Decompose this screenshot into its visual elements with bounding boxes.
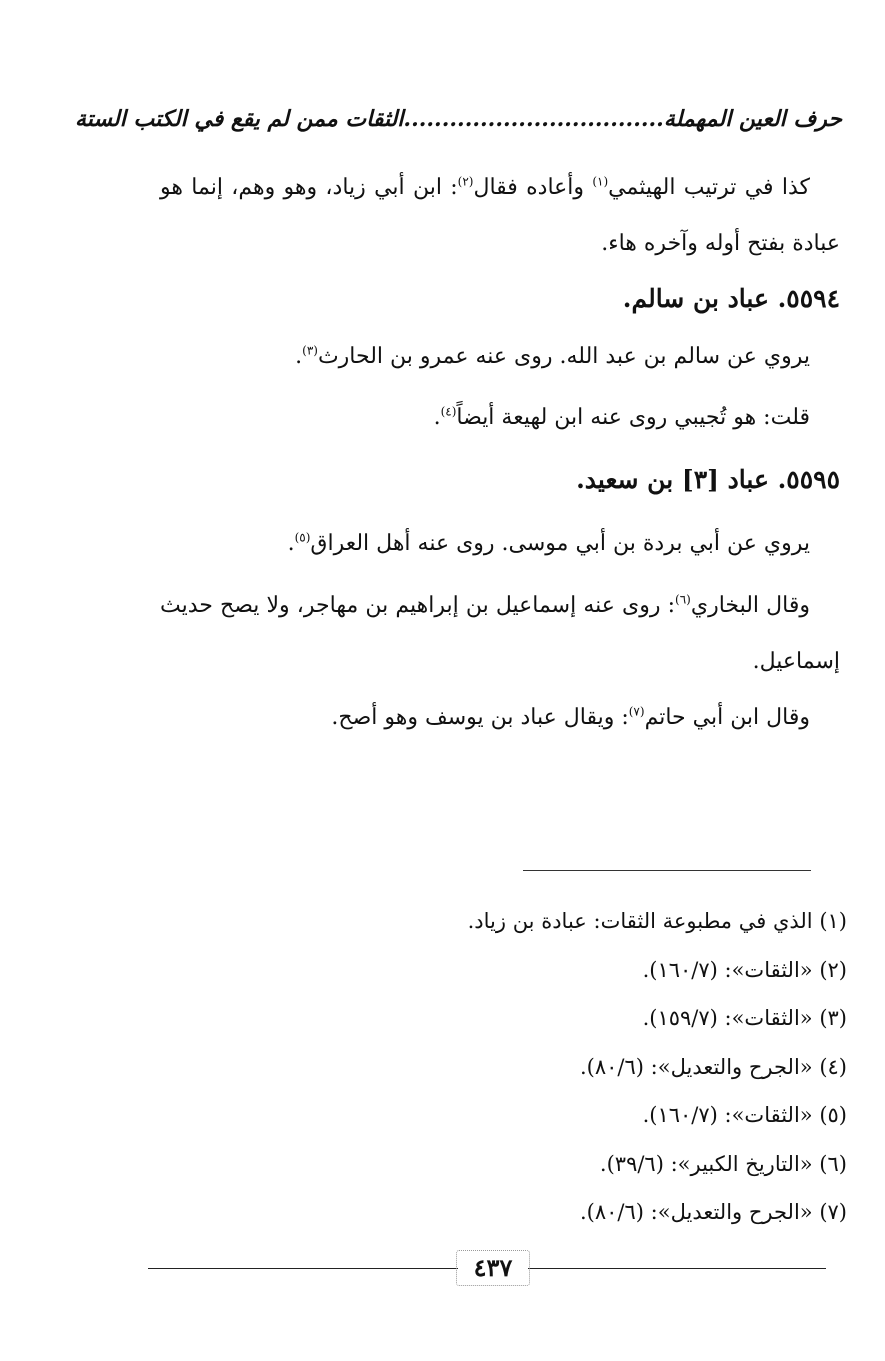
paragraph-text: . — [433, 405, 441, 430]
footnote-ref-7[interactable]: (٧) — [628, 704, 645, 719]
paragraph-4 — [160, 516, 840, 572]
paragraph-text: قلت: هو تُجيبي روى عنه ابن لهيعة أيضاً — [456, 405, 810, 430]
paragraph-1 — [160, 160, 840, 272]
footnote-ref-6[interactable]: (٦) — [675, 592, 691, 607]
running-header — [74, 106, 842, 142]
header-dots: .................................. — [403, 106, 664, 132]
footnote-ref-5[interactable]: (٥) — [294, 530, 311, 545]
footnote-ref-3[interactable]: (٣) — [302, 343, 318, 358]
paragraph-text: : ابن أبي زياد، وهو وهم، إنما هو عبادة بفتح أوله وآخره هاء. — [160, 175, 840, 256]
paragraph-text: يروي عن أبي بردة بن أبي موسى. روى عنه أهل العراق — [310, 531, 810, 556]
footnote-separator — [523, 870, 811, 871]
paragraph-3 — [160, 390, 840, 446]
footnote-2: (٢) «الثقات»: (١٦٠/٧). — [642, 957, 847, 982]
paragraph-text: . — [295, 344, 303, 369]
footnotes-section — [147, 897, 847, 1237]
footnote-ref-2[interactable]: (٢) — [457, 174, 474, 189]
footnote-5: (٥) «الثقات»: (١٦٠/٧). — [642, 1103, 847, 1127]
paragraph-text: : ويقال عباد بن يوسف وهو أصح. — [331, 705, 629, 730]
paragraph-6 — [160, 690, 840, 746]
header-book-title: الثقات ممن لم يقع في الكتب الستة — [74, 106, 404, 132]
entry-heading-5595: ٥٥٩٥. عباد [٣] بن سعيد. — [576, 465, 840, 494]
paragraph-text: يروي عن سالم بن عبد الله. روى عنه عمرو بن الحارث — [317, 344, 810, 369]
footnote-1: (١) الذي في مطبوعة الثقات: عبادة بن زياد. — [467, 909, 847, 933]
paragraph-text: وقال ابن أبي حاتم — [644, 705, 810, 730]
paragraph-text: كذا في ترتيب الهيثمي — [608, 175, 810, 200]
paragraph-text: : روى عنه إسماعيل بن إبراهيم بن مهاجر، ولا يصح حديث إسماعيل. — [160, 593, 840, 674]
page-number: ٤٣٧ — [473, 1253, 513, 1282]
footnote-ref-1[interactable]: (١) — [592, 174, 609, 189]
footnote-7: (٧) «الجرح والتعديل»: (٨٠/٦). — [579, 1200, 847, 1224]
bottom-rule-right — [528, 1268, 826, 1269]
paragraph-2 — [160, 329, 840, 385]
footnote-ref-4[interactable]: (٤) — [440, 404, 457, 419]
entry-heading-5594: ٥٥٩٤. عباد بن سالم. — [622, 284, 840, 313]
paragraph-5 — [160, 578, 840, 690]
paragraph-text: وقال البخاري — [690, 593, 810, 618]
footnote-4: (٤) «الجرح والتعديل»: (٨٠/٦). — [579, 1054, 847, 1079]
footnote-3: (٣) «الثقات»: (١٥٩/٧). — [642, 1006, 847, 1030]
bottom-rule-left — [148, 1268, 458, 1269]
footnote-6: (٦) «التاريخ الكبير»: (٣٩/٦). — [599, 1151, 847, 1176]
paragraph-text: وأعاده فقال — [473, 175, 593, 200]
header-chapter-title: حرف العين المهملة — [663, 106, 842, 132]
paragraph-text: . — [287, 531, 295, 556]
